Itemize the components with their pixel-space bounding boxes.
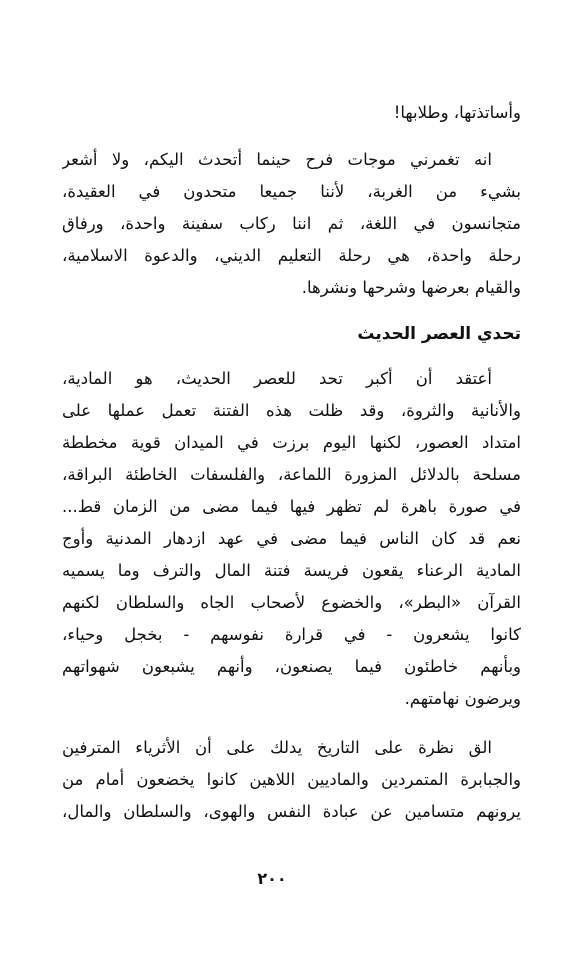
text-line-5: رحلة واحدة، هي رحلة التعليم الديني، والدعوة الاسلامية، bbox=[62, 246, 521, 265]
text-line-11: في صورة باهرة لم تظهر فيها فيما مضى من الزمان قط... bbox=[62, 497, 521, 516]
text-line-16: وبأنهم خاطئون فيما يصنعون، وأنهم يشبعون شهواتهم bbox=[62, 657, 521, 676]
text-line-6: والقيام بعرضها وشرحها ونشرها. bbox=[301, 278, 521, 297]
text-line-17: ويرضون نهامتهم. bbox=[404, 689, 521, 708]
text-line-20: يرونهم متسامين عن عبادة النفس والهوى، والسلطان والمال، bbox=[62, 802, 521, 821]
text-line-4: متجانسون في اللغة، ثم اننا ركاب سفينة واحدة، ورفاق bbox=[62, 214, 521, 233]
text-line-7: أعتقد أن أكبر تحد للعصر الحديث، هو المادية، bbox=[62, 369, 492, 388]
text-line-8: والأنانية والثروة، وقد ظلت هذه الفتنة تعمل عملها على bbox=[62, 401, 521, 420]
section-heading: تحدي العصر الحديث bbox=[357, 324, 521, 344]
text-line-1: وأساتذتها، وطلابها! bbox=[393, 103, 521, 122]
text-line-2: انه تغمرني موجات فرح حينما أتحدث اليكم، ولا أشعر bbox=[62, 150, 492, 169]
page-number: ٢٠٠ bbox=[257, 869, 287, 888]
text-line-10: مسلحة بالدلائل المزورة اللماعة، والفلسفات الخاطئة البراقة، bbox=[62, 465, 521, 484]
text-line-18: الق نظرة على التاريخ يدلك على أن الأثرياء المترفين bbox=[62, 738, 492, 757]
text-line-15: كانوا يشعرون - في قرارة نفوسهم - بخجل وحياء، bbox=[62, 625, 521, 644]
text-line-14: القرآن «البطر»، والخضوع لأصحاب الجاه والسلطان لكنهم bbox=[62, 593, 521, 612]
text-line-3: بشيء من الغربة، لأننا جميعا متحدون في العقيدة، bbox=[62, 182, 521, 201]
text-line-19: والجبابرة المتمردين والماديين اللاهين كانوا يخضعون أمام من bbox=[62, 770, 521, 789]
text-line-12: نعم قد كان الناس فيما مضى في عهد ازدهار المدنية وأوج bbox=[62, 529, 521, 548]
text-line-9: امتداد العصور، لكنها اليوم برزت في الميدان قوية مخططة bbox=[62, 433, 521, 452]
text-line-13: المادية الرعناء يقعون فريسة فتنة المال والترف وما يسميه bbox=[62, 561, 521, 580]
